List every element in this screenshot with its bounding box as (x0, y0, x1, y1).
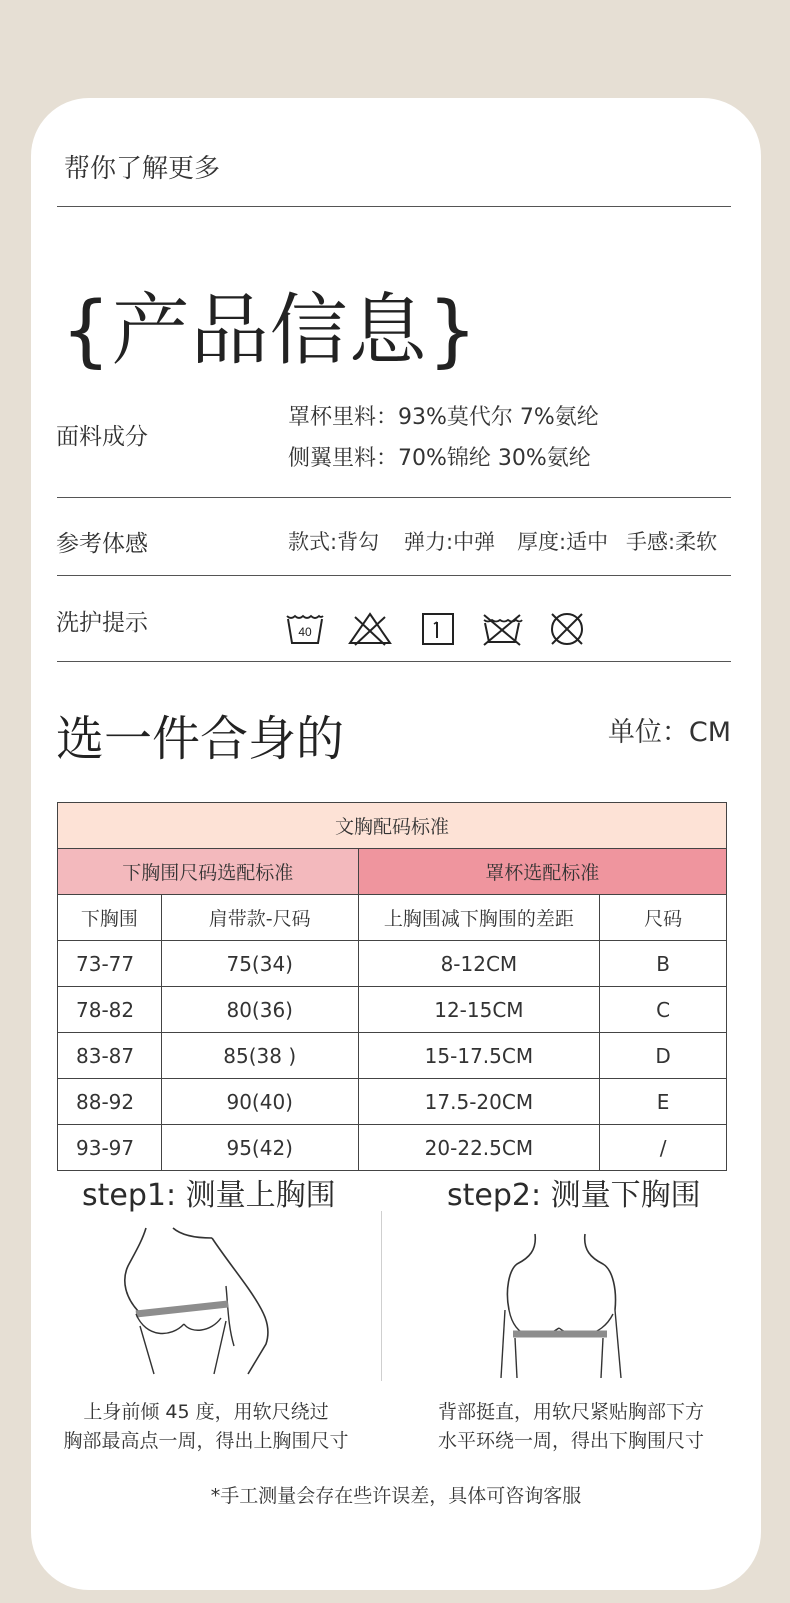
feel-thickness: 厚度:适中 (517, 530, 609, 554)
strap-size-cell: 75(34) (161, 941, 358, 987)
column-header: 肩带款-尺码 (161, 895, 358, 941)
step-divider (381, 1211, 382, 1381)
table-header-row (58, 803, 727, 849)
step1-description-line: 胸部最高点一周，得出上胸围尺寸 (63, 1430, 349, 1452)
divider (57, 206, 731, 207)
table-subheader-row (58, 849, 727, 895)
feel-touch: 手感:柔软 (626, 530, 718, 554)
cup-size-header: 罩杯选配标准 (358, 849, 726, 895)
underbust-cell: 93-97 (58, 1125, 162, 1171)
strap-size-cell: 95(42) (161, 1125, 358, 1171)
divider (57, 575, 731, 576)
table-row (58, 1033, 727, 1079)
measurement-note: *手工测量会存在些许误差，具体可咨询客服 (210, 1485, 582, 1507)
page-title: {产品信息} (61, 286, 479, 376)
step1-description-line: 上身前倾 45 度，用软尺绕过 (83, 1401, 329, 1423)
size-table (57, 802, 727, 1171)
difference-cell: 17.5-20CM (358, 1079, 600, 1125)
cup-cell: B (600, 941, 727, 987)
column-header: 尺码 (600, 895, 727, 941)
step2-description-line: 背部挺直，用软尺紧贴胸部下方 (437, 1401, 704, 1423)
table-title: 文胸配码标准 (58, 803, 727, 849)
table-row (58, 941, 727, 987)
line-dry-icon (421, 611, 455, 647)
difference-cell: 8-12CM (358, 941, 600, 987)
fabric-line-cup: 罩杯里料：93%莫代尔 7%氨纶 (288, 405, 599, 430)
table-row (58, 1125, 727, 1171)
care-label: 洗护提示 (56, 610, 148, 636)
column-header: 下胸围 (58, 895, 162, 941)
strap-size-cell: 80(36) (161, 987, 358, 1033)
fit-title: 选一件合身的 (56, 711, 345, 767)
unit-label: 单位：CM (607, 717, 731, 748)
no-tumble-dry-icon (480, 611, 524, 647)
underbust-cell: 83-87 (58, 1033, 162, 1079)
no-bleach-icon (347, 611, 393, 647)
fabric-line-wing: 侧翼里料：70%锦纶 30%氨纶 (288, 446, 591, 471)
strap-size-cell: 90(40) (161, 1079, 358, 1125)
cup-cell: C (600, 987, 727, 1033)
cup-cell: E (600, 1079, 727, 1125)
step2-description (421, 1398, 721, 1456)
cup-cell: / (600, 1125, 727, 1171)
no-dry-clean-icon (547, 611, 587, 647)
difference-cell: 20-22.5CM (358, 1125, 600, 1171)
table-row (58, 1079, 727, 1125)
divider (57, 497, 731, 498)
table-row (58, 987, 727, 1033)
underbust-cell: 78-82 (58, 987, 162, 1033)
intro-heading: 帮你了解更多 (64, 154, 221, 184)
column-header: 上胸围减下胸围的差距 (358, 895, 600, 941)
feel-label: 参考体感 (56, 531, 148, 557)
strap-size-cell: 85(38 ) (161, 1033, 358, 1079)
product-info-card (31, 98, 761, 1590)
wash-40-icon (285, 611, 325, 647)
step1-title: step1: 测量上胸围 (82, 1178, 336, 1213)
underbust-cell: 73-77 (58, 941, 162, 987)
wash-temperature: 40 (298, 625, 312, 639)
difference-cell: 15-17.5CM (358, 1033, 600, 1079)
difference-cell: 12-15CM (358, 987, 600, 1033)
fabric-label: 面料成分 (56, 424, 148, 450)
step2-description-line: 水平环绕一周，得出下胸围尺寸 (437, 1430, 704, 1452)
step2-title: step2: 测量下胸围 (447, 1178, 701, 1213)
table-column-row (58, 895, 727, 941)
step1-description (51, 1398, 361, 1456)
divider (57, 661, 731, 662)
measure-under-bust-illustration (499, 1230, 639, 1380)
band-size-header: 下胸围尺码选配标准 (58, 849, 359, 895)
cup-cell: D (600, 1033, 727, 1079)
measure-upper-bust-illustration (116, 1226, 286, 1376)
underbust-cell: 88-92 (58, 1079, 162, 1125)
feel-style: 款式:背勾 (288, 530, 380, 554)
feel-elasticity: 弹力:中弹 (404, 530, 496, 554)
